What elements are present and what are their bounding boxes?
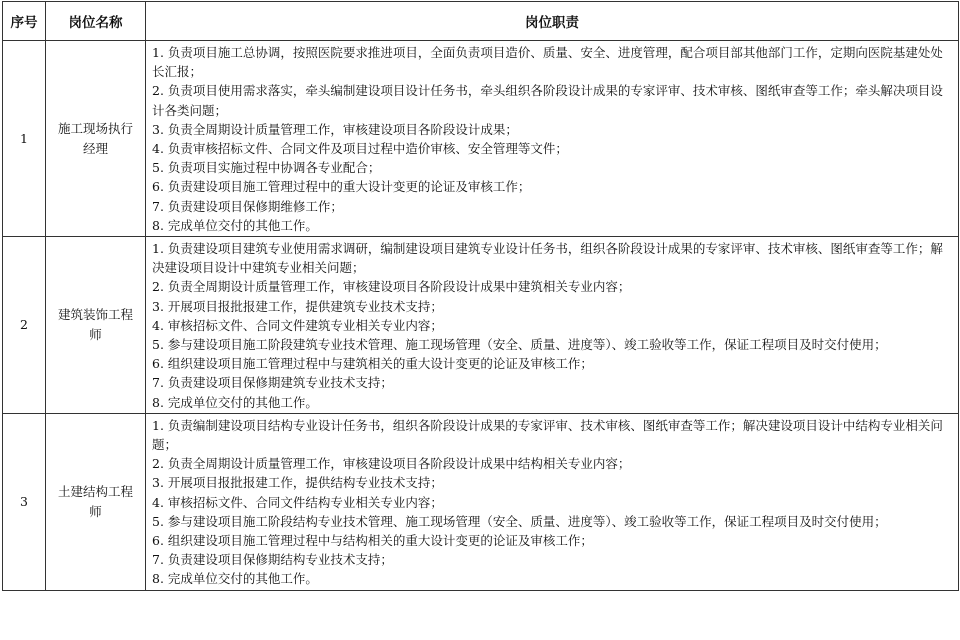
duty-item: 8. 完成单位交付的其他工作。 [152,217,318,233]
duty-item: 4. 负责审核招标文件、合同文件及项目过程中造价审核、安全管理等文件； [152,141,568,157]
post-name: 施工现场执行经理 [46,41,146,237]
duties-cell [146,413,959,590]
duty-item: 7. 负责建设项目保修期建筑专业技术支持； [152,375,393,391]
duty-item: 7. 负责建设项目保修期维修工作； [152,198,343,214]
duty-item: 2. 负责全周期设计质量管理工作，审核建设项目各阶段设计成果中建筑相关专业内容； [152,279,631,295]
header-post: 岗位名称 [46,2,146,41]
duty-item: 3. 开展项目报批报建工作，提供建筑专业技术支持； [152,298,443,314]
duty-item: 8. 完成单位交付的其他工作。 [152,571,318,587]
duty-item: 1. 负责编制建设项目结构专业设计任务书，组织各阶段设计成果的专家评审、技术审核、图纸审查等工作；解决建设项目设计中结构专业相关问题； [152,417,943,453]
table-row [3,41,959,237]
duty-item: 8. 完成单位交付的其他工作。 [152,394,318,410]
duty-item: 2. 负责全周期设计质量管理工作，审核建设项目各阶段设计成果中结构相关专业内容； [152,456,631,472]
duty-item: 6. 组织建设项目施工管理过程中与结构相关的重大设计变更的论证及审核工作； [152,533,593,549]
duty-item: 5. 参与建设项目施工阶段建筑专业技术管理、施工现场管理（安全、质量、进度等）、竣工验收等工作，保证工程项目及时交付使用； [152,337,887,353]
row-number: 2 [3,237,46,414]
table-row [3,237,959,414]
header-row [3,2,959,41]
job-duties-table [2,1,959,591]
header-duties: 岗位职责 [146,2,959,41]
duty-item: 4. 审核招标文件、合同文件结构专业相关专业内容； [152,494,443,510]
duty-item: 4. 审核招标文件、合同文件建筑专业相关专业内容； [152,317,443,333]
duty-item: 3. 负责全周期设计质量管理工作，审核建设项目各阶段设计成果； [152,121,518,137]
duty-item: 5. 负责项目实施过程中协调各专业配合； [152,160,381,176]
duty-item: 6. 组织建设项目施工管理过程中与建筑相关的重大设计变更的论证及审核工作； [152,356,593,372]
table-row [3,413,959,590]
post-name: 土建结构工程师 [46,413,146,590]
duties-cell [146,41,959,237]
duties-cell [146,237,959,414]
row-number: 1 [3,41,46,237]
duty-item: 3. 开展项目报批报建工作，提供结构专业技术支持； [152,475,443,491]
header-no: 序号 [3,2,46,41]
duty-item: 5. 参与建设项目施工阶段结构专业技术管理、施工现场管理（安全、质量、进度等）、竣工验收等工作，保证工程项目及时交付使用； [152,513,887,529]
duty-item: 7. 负责建设项目保修期结构专业技术支持； [152,552,393,568]
duty-item: 2. 负责项目使用需求落实，牵头编制建设项目设计任务书，牵头组织各阶段设计成果的专家评审、技术审核、图纸审查等工作；牵头解决项目设计各类问题； [152,83,943,118]
duty-item: 1. 负责建设项目建筑专业使用需求调研，编制建设项目建筑专业设计任务书，组织各阶段设计成果的专家评审、技术审核、图纸审查等工作；解决建设项目设计中建筑专业相关问题； [152,241,943,276]
duty-item: 1. 负责项目施工总协调，按照医院要求推进项目，全面负责项目造价、质量、安全、进度管理，配合项目部其他部门工作，定期向医院基建处处长汇报； [152,45,943,80]
row-number: 3 [3,413,46,590]
duty-item: 6. 负责建设项目施工管理过程中的重大设计变更的论证及审核工作； [152,179,531,195]
post-name: 建筑装饰工程师 [46,237,146,414]
